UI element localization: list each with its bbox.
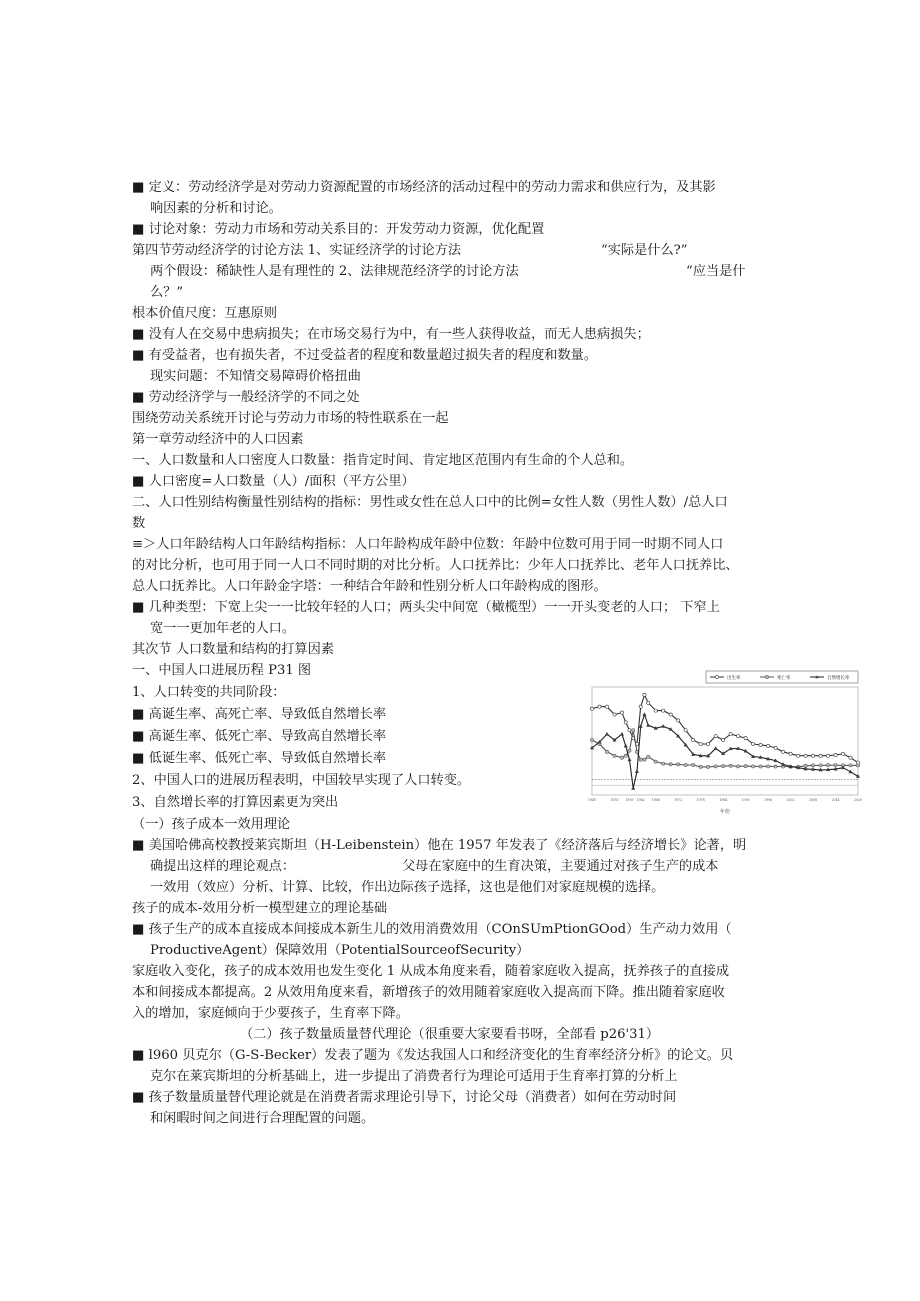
data-point bbox=[662, 762, 665, 765]
data-point bbox=[639, 724, 642, 727]
data-point bbox=[707, 765, 710, 768]
text-line: 3、自然增长率的打算因素更为突出 bbox=[132, 795, 339, 810]
data-point bbox=[722, 738, 725, 741]
text-line: 围绕劳动关系统开讨论与劳动力市场的特性联系在一起 bbox=[132, 411, 449, 426]
data-point bbox=[662, 709, 665, 712]
data-point bbox=[834, 753, 837, 756]
data-point bbox=[714, 735, 717, 738]
data-point bbox=[646, 724, 649, 727]
data-point bbox=[811, 754, 814, 757]
data-point bbox=[819, 764, 822, 767]
legend-label: 自然增长率 bbox=[827, 676, 850, 681]
data-point bbox=[643, 713, 646, 716]
text-line: 一、中国人口进展历程 P31 图 bbox=[132, 663, 312, 678]
data-point bbox=[737, 765, 740, 768]
data-point bbox=[834, 764, 837, 767]
data-point bbox=[620, 711, 623, 714]
data-point bbox=[826, 754, 829, 757]
text-line: 2、中国人口的进展历程表明，中国较早实现了人口转变。 bbox=[132, 773, 471, 788]
data-point bbox=[661, 724, 664, 727]
data-point bbox=[613, 713, 616, 716]
data-point bbox=[654, 760, 657, 763]
chart-legend bbox=[706, 671, 858, 683]
data-point bbox=[692, 738, 695, 741]
data-point bbox=[759, 743, 762, 746]
data-point bbox=[759, 765, 762, 768]
data-point bbox=[811, 764, 814, 767]
x-tick-label: 2008 bbox=[808, 798, 818, 802]
x-tick-label: 1966 bbox=[651, 798, 660, 802]
text-line: ■ 没有人在交易中患病损失；在市场交易行为中，有一些人获得收益，而无人患病损失； bbox=[132, 327, 650, 342]
text-line: 宽一一更加年老的人口。 bbox=[150, 621, 296, 636]
data-point bbox=[639, 758, 642, 761]
text-line: ProductiveAgent）保障效用（PotentialSourceofSecurity） bbox=[150, 943, 530, 958]
x-tick-label: 1962 bbox=[636, 798, 645, 802]
text-line: 家庭收入变化，孩子的成本效用也发生变化 1 从成本角度来看，随着家庭收入提高，抚养孩子的直接成 bbox=[132, 964, 730, 979]
text-line: ■ 人口密度=人口数量（人）/面积（平方公里） bbox=[132, 474, 415, 489]
x-tick-label: 1978 bbox=[696, 798, 705, 802]
x-tick-label: 1990 bbox=[741, 798, 750, 802]
x-tick-label: 2014 bbox=[831, 798, 840, 802]
x-tick-label: 1972 bbox=[674, 798, 683, 802]
text-line: ■ 有受益者，也有损失者，不过受益者的程度和数量超过损失者的程度和数量。 bbox=[132, 348, 598, 363]
text-line: 一效用（效应）分析、计算、比较，作出边际孩子选择，这也是他们对家庭规模的选择。 bbox=[150, 880, 665, 895]
data-point bbox=[635, 770, 638, 773]
data-point bbox=[849, 764, 852, 767]
data-point bbox=[766, 765, 769, 768]
x-tick-label: 1949 bbox=[587, 798, 597, 802]
chapter-heading: 第一章劳动经济中的人口因素 bbox=[132, 432, 304, 447]
text-line: 确提出这样的理论观点： bbox=[150, 859, 296, 874]
data-point bbox=[590, 738, 593, 741]
text-line: 总人口抚养比。人口年龄金字塔：一种结合年龄和性别分析人口年龄构成的图形。 bbox=[132, 579, 607, 594]
series-line-2 bbox=[592, 730, 858, 767]
data-point bbox=[744, 736, 747, 739]
text-line: 一、人口数量和人口密度人口数量：指肯定时间、肯定地区范围内有生命的个人总和。 bbox=[132, 453, 634, 468]
data-point bbox=[647, 755, 650, 758]
data-point bbox=[590, 707, 593, 710]
text-line: 两个假设：稀缺性人是有理性的 2、法律规范经济学的讨论方法 bbox=[150, 264, 519, 279]
data-point bbox=[624, 754, 627, 757]
data-point bbox=[699, 765, 702, 768]
legend-label: 出生率 bbox=[727, 676, 741, 681]
data-point bbox=[774, 765, 777, 768]
text-line: 和闲暇时间之间进行合理配置的问题。 bbox=[150, 1111, 375, 1126]
data-point bbox=[654, 709, 657, 712]
section-heading: 第四节劳动经济学的讨论方法 1、实证经济学的讨论方法 bbox=[132, 243, 462, 258]
section-heading: 其次节 人口数量和结构的打算因素 bbox=[132, 642, 335, 657]
text-line: 克尔在莱宾斯坦的分析基础上，进一步提出了消费者行为理论可适用于生育率打算的分析上 bbox=[150, 1069, 678, 1084]
data-point bbox=[628, 758, 631, 761]
data-point bbox=[647, 701, 650, 704]
legend-marker bbox=[715, 675, 718, 678]
text-line: 父母在家庭中的生育决策，主要通过对孩子生产的成本 bbox=[402, 859, 719, 874]
text-line: ■ 高诞生率、低死亡率、导致高自然增长率 bbox=[132, 729, 387, 744]
text-line: ■ 定义：劳动经济学是对劳动力资源配置的市场经济的活动过程中的劳动力需求和供应行为，及其影 bbox=[132, 180, 716, 195]
text-line: ≡＞人口年龄结构人口年龄结构指标：人口年龄构成年龄中位数：年龄中位数可用于同一时期不同人口 bbox=[132, 537, 724, 552]
text-line: 1、人口转变的共同阶段： bbox=[132, 685, 286, 700]
data-point bbox=[796, 754, 799, 757]
data-point bbox=[684, 729, 687, 732]
text-line: 响因素的分析和讨论。 bbox=[150, 201, 282, 216]
data-point bbox=[692, 763, 695, 766]
x-tick-label: 1984 bbox=[719, 798, 728, 802]
series-line-3 bbox=[592, 715, 858, 789]
text-line: ■ 劳动经济学与一般经济学的不同之处 bbox=[132, 390, 360, 405]
subsection-heading: （一）孩子成本一效用理论 bbox=[132, 817, 291, 832]
legend-label: 死亡率 bbox=[777, 676, 791, 681]
data-point bbox=[605, 732, 608, 735]
text-line: “实际是什么?” bbox=[601, 243, 688, 258]
data-point bbox=[605, 705, 608, 708]
data-point bbox=[684, 763, 687, 766]
data-point bbox=[632, 787, 635, 790]
data-point bbox=[774, 746, 777, 749]
text-line: “应当是什 bbox=[686, 264, 746, 279]
text-line: 根本价值尺度：互惠原则 bbox=[132, 306, 278, 321]
x-tick-label: 2020 bbox=[853, 798, 863, 802]
population-chart bbox=[587, 663, 863, 815]
data-point bbox=[643, 693, 646, 696]
data-point bbox=[737, 735, 740, 738]
x-tick-label: 1955 bbox=[610, 798, 619, 802]
text-line: 么？” bbox=[150, 285, 184, 300]
data-point bbox=[722, 765, 725, 768]
data-point bbox=[714, 747, 717, 750]
text-line: ■ 孩子生产的成本直接成本间接成本新生儿的效用消费效用（COnSUmPtionGOod）生产动力效用（ bbox=[132, 922, 732, 937]
data-point bbox=[789, 752, 792, 755]
data-point bbox=[744, 765, 747, 768]
data-point bbox=[826, 764, 829, 767]
text-line: ■ l960 贝克尔（G-S-Becker）发表了题为《发达我国人口和经济变化的生育率经济分析》的论文。贝 bbox=[132, 1048, 734, 1063]
data-point bbox=[766, 744, 769, 747]
data-point bbox=[624, 744, 627, 747]
chart-plot bbox=[588, 687, 862, 802]
text-line: ■ 讨论对象：劳动力市场和劳动关系目的：开发劳动力资源，优化配置 bbox=[132, 222, 545, 237]
text-line: 孩子的成本-效用分析一模型建立的理论基础 bbox=[132, 901, 388, 916]
data-point bbox=[624, 721, 627, 724]
data-point bbox=[856, 764, 859, 767]
data-point bbox=[751, 765, 754, 768]
text-line: ■ 孩子数量质量替代理论就是在消费者需求理论引导下，讨论父母（消费者）如何在劳动时间 bbox=[132, 1090, 677, 1105]
text-line: 本和间接成本都提高。2 从效用角度来看，新增孩子的效用随着家庭收入提高而下降。推出随着家庭收 bbox=[132, 985, 725, 1000]
data-point bbox=[639, 705, 642, 708]
text-line: ■ 高诞生率、高死亡率、导致低自然增长率 bbox=[132, 707, 387, 722]
data-point bbox=[714, 765, 717, 768]
text-line: ■ 美国哈佛高校教授莱宾斯坦（H-Leibenstein）他在 1957 年发表了《经济落后与经济增长》论著，明 bbox=[132, 838, 747, 853]
x-axis-label: 年份 bbox=[719, 809, 731, 815]
data-point bbox=[729, 733, 732, 736]
data-point bbox=[751, 742, 754, 745]
data-point bbox=[804, 754, 807, 757]
x-tick-label: 1996 bbox=[764, 798, 773, 802]
data-point bbox=[677, 719, 680, 722]
text-line: ■ 低诞生率、低死亡率、导致低自然增长率 bbox=[132, 751, 387, 766]
data-point bbox=[677, 763, 680, 766]
data-point bbox=[819, 754, 822, 757]
data-point bbox=[841, 752, 844, 755]
x-tick-label: 1959 bbox=[625, 798, 634, 802]
data-point bbox=[729, 764, 732, 767]
data-point bbox=[632, 729, 635, 732]
subsection-heading: （二）孩子数量质量替代理论（很重要大家要看书呀，全部看 p26'31） bbox=[240, 1027, 660, 1042]
data-point bbox=[628, 749, 631, 752]
text-line: 二、人口性别结构衡量性别结构的指标：男性或女性在总人口中的比例=女性人数（男性人数）/总人口 bbox=[132, 495, 728, 510]
x-tick-label: 2002 bbox=[786, 798, 795, 802]
data-point bbox=[669, 763, 672, 766]
data-point bbox=[781, 750, 784, 753]
data-point bbox=[628, 729, 631, 732]
data-point bbox=[669, 713, 672, 716]
text-line: 现实问题：不知情交易障碍价格扭曲 bbox=[150, 369, 361, 384]
data-point bbox=[613, 754, 616, 757]
data-point bbox=[598, 705, 601, 708]
data-point bbox=[707, 742, 710, 745]
data-point bbox=[620, 732, 623, 735]
text-line: ■ 几种类型：下宽上尖一一比较年轻的人口；两头尖中间宽（橄榄型）一一开头变老的人口； 下窄上 bbox=[132, 600, 720, 615]
data-point bbox=[605, 750, 608, 753]
text-line: 入的增加，家庭倾向于少要孩子，生育率下降。 bbox=[132, 1006, 409, 1021]
data-point bbox=[643, 758, 646, 761]
data-point bbox=[620, 756, 623, 759]
data-point bbox=[849, 756, 852, 759]
text-line: 数 bbox=[132, 516, 146, 531]
legend-marker bbox=[765, 675, 768, 678]
text-line: 的对比分析，也可用于同一人口不同时期的对比分析。人口抚养比：少年人口抚养比、老年人口抚养比、 bbox=[132, 558, 739, 573]
data-point bbox=[699, 742, 702, 745]
